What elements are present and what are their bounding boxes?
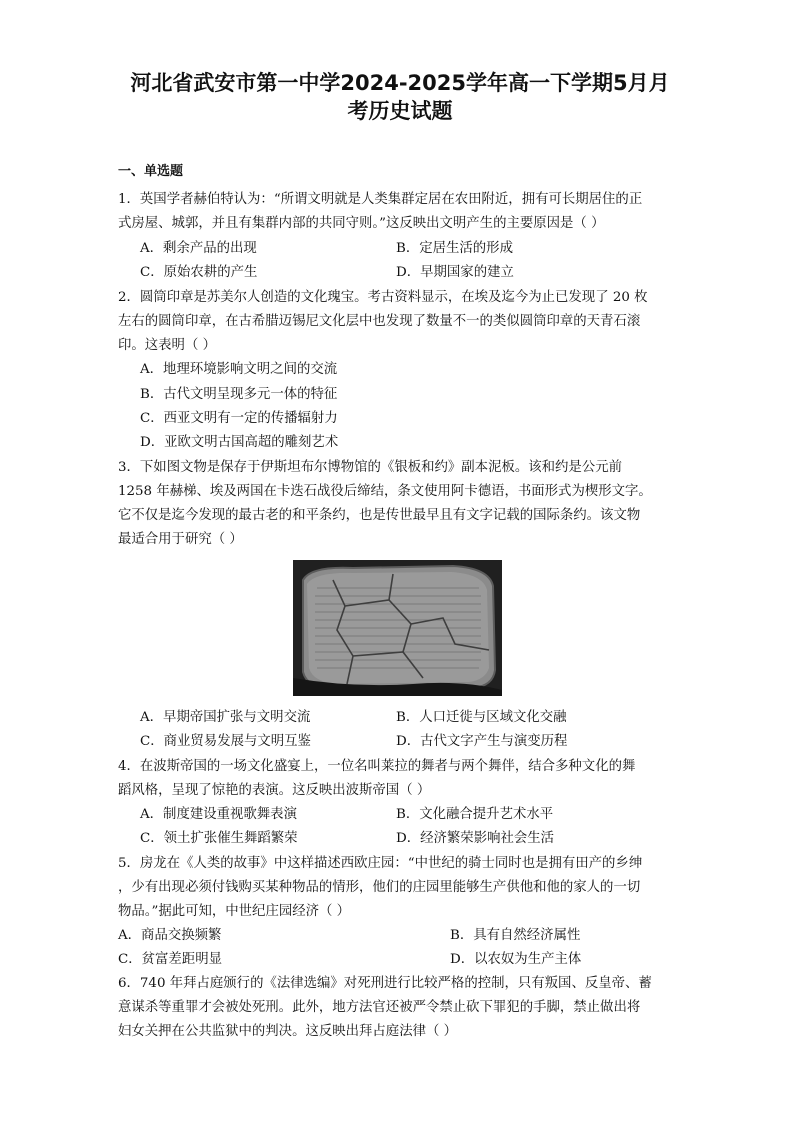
question-2-option-b[interactable]: B．古代文明呈现多元一体的特征 [140,387,338,402]
question-6-stem-line: 妇女关押在公共监狱中的判决。这反映出拜占庭法律（ ） [118,1024,458,1039]
document-title-line-1: 河北省武安市第一中学2024-2025学年高一下学期5月月 [130,71,670,95]
question-5-option-a[interactable]: A．商品交换频繁 [118,928,222,943]
question-4-option-c[interactable]: C．领土扩张催生舞蹈繁荣 [140,831,298,846]
question-2-stem-line: 印。这表明（ ） [118,338,216,353]
question-5-option-b[interactable]: B．具有自然经济属性 [450,928,581,943]
section-heading: 一、单选题 [118,164,184,179]
question-4-stem-line: 蹈风格，呈现了惊艳的表演。这反映出波斯帝国（ ） [118,783,431,798]
clay-tablet-photo [293,560,502,696]
question-2-option-d[interactable]: D．亚欧文明古国高超的雕刻艺术 [140,435,339,450]
question-3-stem-line: 1258 年赫梯、埃及两国在卡迭石战役后缔结，条文使用阿卡德语，书面形式为楔形文字。 [118,484,652,499]
question-1-option-a[interactable]: A．剩余产品的出现 [140,241,257,256]
question-5-stem-line: 5．房龙在《人类的故事》中这样描述西欧庄园：“中世纪的骑士同时也是拥有田产的乡绅 [118,856,643,871]
question-1-stem-line: 式房屋、城郭，并且有集群内部的共同守则。”这反映出文明产生的主要原因是（ ） [118,216,605,231]
question-1-option-b[interactable]: B．定居生活的形成 [396,241,513,256]
question-1-option-c[interactable]: C．原始农耕的产生 [140,265,258,280]
question-4-stem-line: 4．在波斯帝国的一场文化盛宴上，一位名叫莱拉的舞者与两个舞伴，结合多种文化的舞 [118,759,636,774]
question-4-option-d[interactable]: D．经济繁荣影响社会生活 [396,831,555,846]
question-5-option-c[interactable]: C．贫富差距明显 [118,952,222,967]
question-3-stem-line: 它不仅是迄今发现的最古老的和平条约，也是传世最早且有文字记载的国际条约。该文物 [118,508,641,523]
question-3-stem-line: 最适合用于研究（ ） [118,532,243,547]
question-2-option-c[interactable]: C．西亚文明有一定的传播辐射力 [140,411,338,426]
question-6-stem-line: 6．740 年拜占庭颁行的《法律选编》对死刑进行比较严格的控制，只有叛国、反皇帝、蓄 [118,976,652,991]
question-3-stem-line: 3．下如图文物是保存于伊斯坦布尔博物馆的《银板和约》副本泥板。该和约是公元前 [118,460,622,475]
question-2-stem-line: 2．圆筒印章是苏美尔人创造的文化瑰宝。考古资料显示，在埃及迄今为止已发现了 20 枚 [118,290,648,305]
question-2-option-a[interactable]: A．地理环境影响文明之间的交流 [140,362,338,377]
question-5-option-d[interactable]: D．以农奴为生产主体 [450,952,582,967]
question-5-stem-line: ，少有出现必须付钱购买某种物品的情形，他们的庄园里能够生产供他和他的家人的一切 [118,880,641,895]
question-3-option-a[interactable]: A．早期帝国扩张与文明交流 [140,710,311,725]
question-4-option-b[interactable]: B．文化融合提升艺术水平 [396,807,554,822]
question-5-stem-line: 物品。”据此可知，中世纪庄园经济（ ） [118,904,351,919]
document-title-line-2: 考历史试题 [347,99,453,123]
question-6-stem-line: 意谋杀等重罪才会被处死刑。此外，地方法官还被严令禁止砍下罪犯的手脚，禁止做出将 [118,1000,641,1015]
question-3-option-c[interactable]: C．商业贸易发展与文明互鉴 [140,734,311,749]
question-4-option-a[interactable]: A．制度建设重视歌舞表演 [140,807,297,822]
question-2-stem-line: 左右的圆筒印章，在古希腊迈锡尼文化层中也发现了数量不一的类似圆筒印章的天青石滚 [118,314,641,329]
question-3-option-b[interactable]: B．人口迁徙与区域文化交融 [396,710,567,725]
question-1-stem-line: 1．英国学者赫伯特认为：“所谓文明就是人类集群定居在农田附近，拥有可长期居住的正 [118,192,643,207]
question-3-option-d[interactable]: D．古代文字产生与演变历程 [396,734,568,749]
question-1-option-d[interactable]: D．早期国家的建立 [396,265,514,280]
